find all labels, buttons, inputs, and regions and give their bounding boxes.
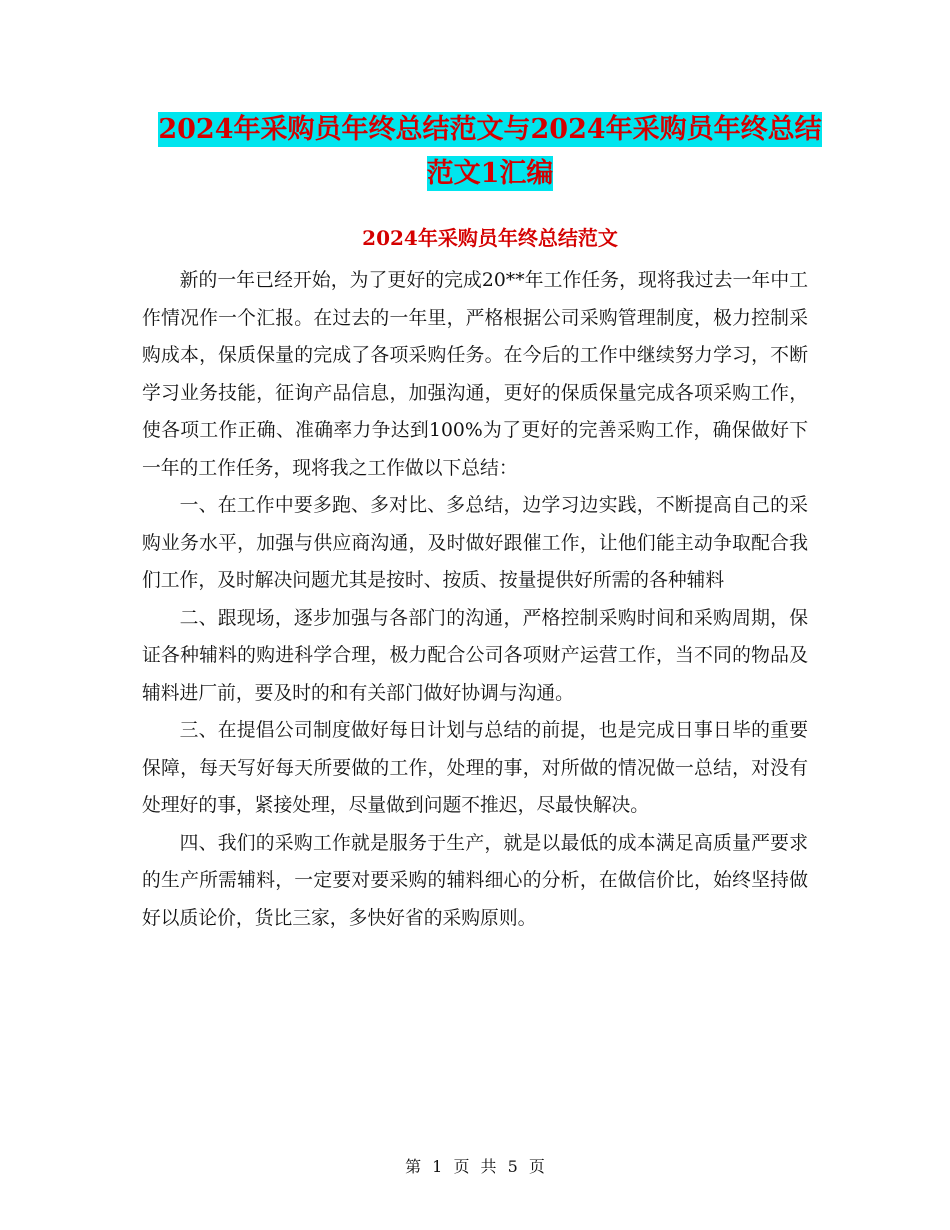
- document-title-line-1: [140, 106, 840, 154]
- body-paragraph: 四、我们的采购工作就是服务于生产，就是以最低的成本满足高质量严要求的生产所需辅料，一定要对要采购的辅料细心的分析，在做信价比，始终坚持做好以质论价，货比三家，多快好省的采购原则。: [142, 832, 808, 929]
- title-highlight: 2024年采购员年终总结范文与2024年采购员年终总结: [158, 114, 822, 145]
- body-paragraph: 一、在工作中要多跑、多对比、多总结，边学习边实践，不断提高自己的采购业务水平，加强与供应商沟通，及时做好跟催工作，让他们能主动争取配合我们工作，及时解决问题尤其是按时、按质、按量提供好所需的各种辅料: [142, 495, 808, 591]
- page-number-footer: 第 1 页 共 5 页: [405, 1157, 545, 1176]
- body-paragraph: 二、跟现场，逐步加强与各部门的沟通，严格控制采购时间和采购周期，保证各种辅料的购进科学合理，极力配合公司各项财产运营工作，当不同的物品及辅料进厂前，要及时的和有关部门做好协调与沟通。: [142, 607, 808, 704]
- document-title-line-2: [140, 150, 840, 198]
- body-paragraph: 新的一年已经开始，为了更好的完成20**年工作任务，现将我过去一年中工作情况作一个汇报。在过去的一年里，严格根据公司采购管理制度，极力控制采购成本，保质保量的完成了各项采购任务。在今后的工作中继续努力学习，不断学习业务技能，征询产品信息，加强沟通，更好的保质保量完成各项采购工作，使各项工作正确、准确率力争达到100%为了更好的完善采购工作，确保做好下一年的工作任务，现将我之工作做以下总结：: [142, 270, 808, 479]
- section-title: 2024年采购员年终总结范文: [362, 226, 618, 250]
- body-paragraph: 三、在提倡公司制度做好每日计划与总结的前提，也是完成日事日毕的重要保障，每天写好每天所要做的工作，处理的事，对所做的情况做一总结，对没有处理好的事，紧接处理，尽量做到问题不推迟，尽最快解决。: [142, 720, 808, 816]
- document-body: [142, 262, 808, 937]
- title-highlight: 范文1汇编: [426, 158, 554, 189]
